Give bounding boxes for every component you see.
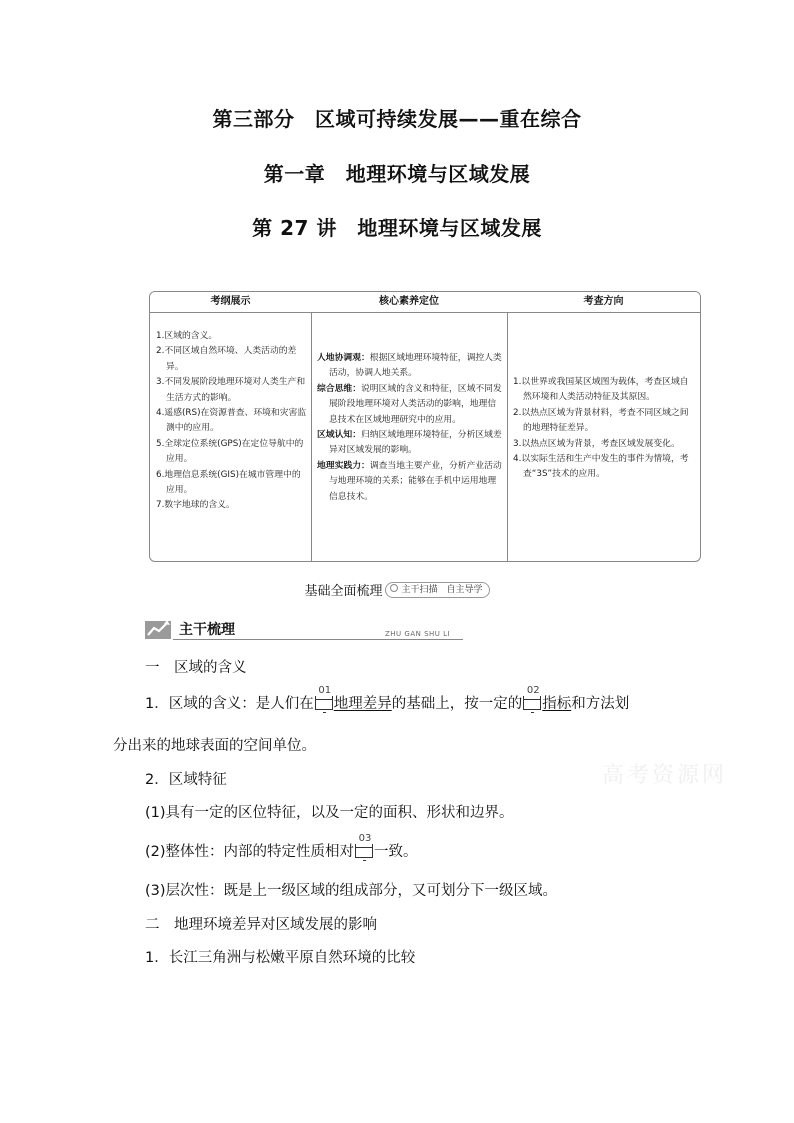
feature-1: (1)具有一定的区位特征，以及一定的面积、形状和边界。 bbox=[145, 805, 514, 821]
list-item: 4.遥感(RS)在资源普查、环境和灾害监测中的应用。 bbox=[156, 408, 307, 434]
item-label: 地理实践力： bbox=[317, 460, 370, 471]
blank-box bbox=[355, 833, 373, 858]
list-item: 4.以实际生活和生产中发生的事件为情境，考查“3S”技术的应用。 bbox=[513, 454, 689, 480]
item-text: 说明区域的含义和特征，区域不同发展阶段地理环境对人类活动的影响，地理信息技术在区域地理研究中的应用。 bbox=[329, 383, 502, 425]
exam-direction-list bbox=[507, 313, 700, 483]
exam-direction-column bbox=[507, 292, 700, 561]
feature-2 bbox=[145, 833, 418, 861]
list-item: 1.区域的含义。 bbox=[156, 331, 218, 341]
syllabus-column bbox=[150, 292, 312, 561]
item-text: 调查当地主要产业，分析产业活动与地理环境的关系；能够在手机中运用地理信息技术。 bbox=[329, 460, 502, 502]
answer-text: 地理差异 bbox=[333, 696, 392, 712]
list-item: 3.以热点区域为背景，考查区域发展变化。 bbox=[513, 438, 680, 449]
list-item bbox=[317, 428, 503, 459]
item-label: 综合思维： bbox=[317, 383, 361, 394]
blank-bar bbox=[523, 699, 541, 700]
blank-dot bbox=[531, 712, 534, 713]
blank-bar bbox=[315, 699, 333, 700]
lecture-title: 第 27 讲 地理环境与区域发展 bbox=[252, 216, 542, 240]
list-item: 2.不同区域自然环境、人类活动的差异。 bbox=[156, 346, 297, 372]
list-item bbox=[317, 459, 503, 505]
column-header: 考查方向 bbox=[507, 292, 700, 313]
outline-table bbox=[149, 291, 701, 562]
item-text: 根据区域地理环境特征，调控人类活动，协调人地关系。 bbox=[329, 353, 502, 379]
section-heading bbox=[0, 580, 794, 599]
list-item: 3.不同发展阶段地理环境对人类生产和生活方式的影响。 bbox=[156, 377, 306, 403]
blank-bar bbox=[355, 847, 373, 848]
list-item bbox=[317, 351, 503, 382]
list-item: 5.全球定位系统(GPS)在定位导航中的应用。 bbox=[156, 438, 304, 465]
column-header: 核心素养定位 bbox=[311, 292, 507, 313]
feature-3: (3)层次性：既是上一级区域的组成部分，又可划分下一级区域。 bbox=[145, 883, 558, 899]
list-item: 6.地理信息系统(GIS)在城市管理中的应用。 bbox=[156, 469, 301, 496]
blank-number: 03 bbox=[358, 833, 372, 844]
heading-1: 一 区域的含义 bbox=[145, 660, 247, 676]
list-item: 1.以世界或我国某区域图为载体，考查区域自然环境和人类活动特征及其原因。 bbox=[513, 377, 689, 403]
item-label: 人地协调观： bbox=[317, 353, 370, 363]
competency-column bbox=[311, 292, 508, 561]
blank-dot bbox=[323, 712, 326, 713]
competency-list bbox=[311, 313, 507, 505]
blank-dot bbox=[363, 860, 366, 861]
text-run: 一致。 bbox=[374, 844, 418, 860]
item-label: 区域认知： bbox=[317, 430, 361, 441]
watermark: 高考资源网 bbox=[602, 763, 728, 788]
list-item: 7.数字地球的含义。 bbox=[156, 500, 235, 511]
paragraph-region-definition bbox=[145, 685, 630, 713]
column-header: 考纲展示 bbox=[150, 292, 311, 313]
banner bbox=[145, 617, 463, 641]
section-pill bbox=[385, 582, 490, 598]
paragraph-continuation: 分出来的地球表面的空间单位。 bbox=[113, 738, 316, 754]
section-title: 基础全面梳理 bbox=[304, 584, 383, 599]
text-run: 和方法划 bbox=[571, 696, 630, 712]
blank-box bbox=[523, 685, 541, 710]
subheading-region-features: 2．区域特征 bbox=[145, 772, 227, 788]
subheading-comparison: 1．长江三角洲与松嫩平原自然环境的比较 bbox=[145, 950, 416, 966]
text-run: (2)整体性：内部的特定性质相对 bbox=[145, 844, 355, 860]
heading-2: 二 地理环境差异对区域发展的影响 bbox=[145, 917, 377, 933]
text-run: 的基础上，按一定的 bbox=[391, 696, 523, 712]
list-item: 2.以热点区域为背景材料，考查不同区域之间的地理特征差异。 bbox=[513, 407, 689, 434]
list-item bbox=[317, 382, 503, 428]
blank-box bbox=[315, 685, 333, 710]
part-title: 第三部分 区域可持续发展——重在综合 bbox=[212, 107, 582, 131]
banner-label: 主干梳理 bbox=[179, 622, 235, 638]
blank-number: 02 bbox=[526, 685, 540, 696]
banner-rule bbox=[173, 639, 463, 640]
chapter-title: 第一章 地理环境与区域发展 bbox=[263, 162, 531, 186]
text-run: 1．区域的含义：是人们在 bbox=[145, 696, 314, 712]
answer-text: 指标 bbox=[542, 696, 572, 712]
pill-label: 主干扫描 自主导学 bbox=[401, 584, 483, 595]
syllabus-list bbox=[150, 313, 311, 514]
banner-pinyin: ZHU GAN SHU LI bbox=[385, 630, 451, 638]
rising-chart-icon bbox=[145, 617, 171, 639]
search-icon bbox=[390, 584, 398, 592]
blank-number: 01 bbox=[318, 685, 332, 696]
item-text: 归纳区域地理环境特征，分析区域差异对区域发展的影响。 bbox=[329, 430, 502, 456]
